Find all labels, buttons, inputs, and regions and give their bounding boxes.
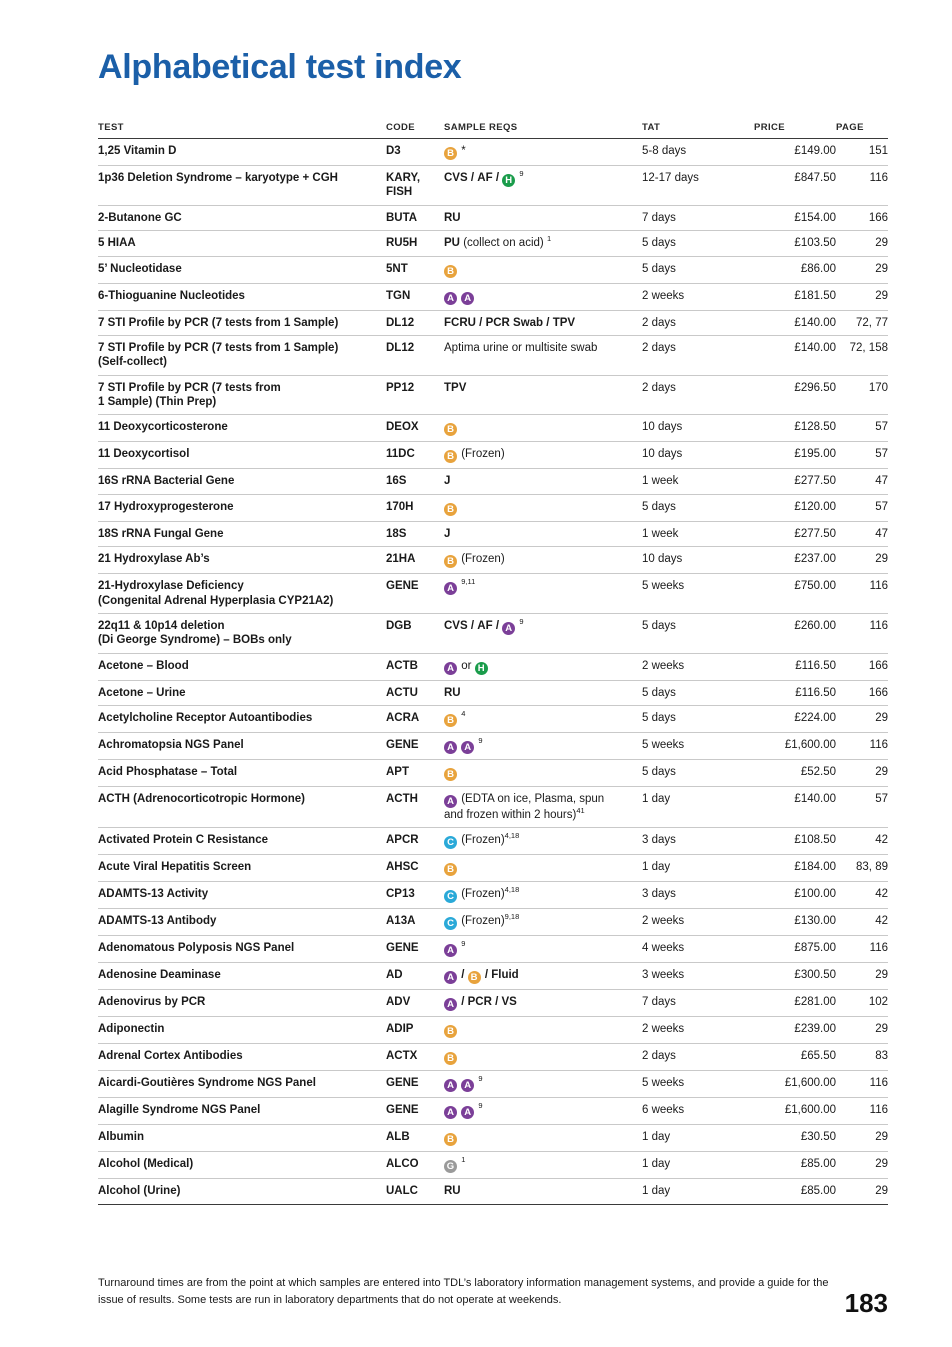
- column-header-sample-reqs: SAMPLE REQS: [444, 122, 642, 139]
- cell-test-code: ALCO: [386, 1152, 444, 1179]
- cell-sample-requirements: CVS / AF / A $^9$: [444, 613, 642, 653]
- cell-sample-requirements: A A $^9$: [444, 1098, 642, 1125]
- table-row: [98, 1071, 888, 1098]
- cell-page-reference: 72, 77: [836, 310, 888, 335]
- cell-test-name: Alcohol (Urine): [98, 1179, 386, 1204]
- cell-turnaround-time: 2 weeks: [642, 1017, 754, 1044]
- cell-test-code: GENE: [386, 936, 444, 963]
- table-row: [98, 231, 888, 256]
- table-row: [98, 1017, 888, 1044]
- footnote: Turnaround times are from the point at which samples are entered into TDL’s laboratory information management systems, and provide a guide for the issue of results. Some tests are run in laboratory departments that do not operate at weekends.: [98, 1277, 829, 1306]
- cell-sample-requirements: A or H: [444, 653, 642, 680]
- column-header-tat: TAT: [642, 122, 754, 139]
- table-row: [98, 1125, 888, 1152]
- table-row: [98, 1098, 888, 1125]
- cell-price: £260.00: [754, 613, 836, 653]
- cell-price: £281.00: [754, 990, 836, 1017]
- table-row: [98, 547, 888, 574]
- table-row: [98, 990, 888, 1017]
- cell-turnaround-time: 2 days: [642, 310, 754, 335]
- cell-test-code: APCR: [386, 828, 444, 855]
- cell-sample-requirements: B: [444, 760, 642, 787]
- cell-test-code: ALB: [386, 1125, 444, 1152]
- cell-page-reference: 57: [836, 442, 888, 469]
- cell-test-name: 18S rRNA Fungal Gene: [98, 521, 386, 546]
- cell-turnaround-time: 1 day: [642, 787, 754, 828]
- cell-sample-requirements: RU: [444, 205, 642, 230]
- cell-test-code: APT: [386, 760, 444, 787]
- cell-page-reference: 42: [836, 882, 888, 909]
- table-row: [98, 1044, 888, 1071]
- cell-sample-requirements: CVS / AF / H $^9$: [444, 166, 642, 206]
- cell-price: £184.00: [754, 855, 836, 882]
- cell-turnaround-time: 10 days: [642, 415, 754, 442]
- table-body: [98, 139, 888, 1205]
- cell-sample-requirements: B *: [444, 139, 642, 166]
- cell-test-code: DGB: [386, 613, 444, 653]
- cell-page-reference: 29: [836, 706, 888, 733]
- table-row: [98, 574, 888, 614]
- cell-turnaround-time: 10 days: [642, 547, 754, 574]
- cell-test-code: ACTX: [386, 1044, 444, 1071]
- alphabetical-test-index-table: [98, 122, 888, 1205]
- cell-turnaround-time: 2 days: [642, 335, 754, 375]
- cell-price: £277.50: [754, 469, 836, 494]
- cell-test-code: D3: [386, 139, 444, 166]
- cell-page-reference: 29: [836, 256, 888, 283]
- cell-price: £116.50: [754, 653, 836, 680]
- cell-test-code: GENE: [386, 574, 444, 614]
- table-row: [98, 787, 888, 828]
- table-row: [98, 415, 888, 442]
- cell-page-reference: 42: [836, 909, 888, 936]
- cell-price: £85.00: [754, 1152, 836, 1179]
- table-row: [98, 882, 888, 909]
- cell-test-code: DL12: [386, 335, 444, 375]
- cell-price: £65.50: [754, 1044, 836, 1071]
- cell-page-reference: 170: [836, 375, 888, 415]
- table-row: [98, 310, 888, 335]
- cell-turnaround-time: 3 days: [642, 882, 754, 909]
- cell-sample-requirements: B $^4$: [444, 706, 642, 733]
- cell-test-name: Alcohol (Medical): [98, 1152, 386, 1179]
- cell-test-name: Acetylcholine Receptor Autoantibodies: [98, 706, 386, 733]
- cell-test-name: Adenosine Deaminase: [98, 963, 386, 990]
- cell-test-code: ADIP: [386, 1017, 444, 1044]
- cell-test-name: 2-Butanone GC: [98, 205, 386, 230]
- cell-sample-requirements: J: [444, 469, 642, 494]
- cell-page-reference: 166: [836, 653, 888, 680]
- table-row: [98, 936, 888, 963]
- cell-turnaround-time: 5 days: [642, 613, 754, 653]
- cell-turnaround-time: 5 weeks: [642, 733, 754, 760]
- cell-turnaround-time: 5-8 days: [642, 139, 754, 166]
- cell-turnaround-time: 5 weeks: [642, 1071, 754, 1098]
- cell-sample-requirements: C (Frozen)$^{9,18}$: [444, 909, 642, 936]
- cell-page-reference: 151: [836, 139, 888, 166]
- cell-test-code: TGN: [386, 283, 444, 310]
- cell-page-reference: 57: [836, 415, 888, 442]
- cell-test-name: Acute Viral Hepatitis Screen: [98, 855, 386, 882]
- cell-turnaround-time: 5 days: [642, 760, 754, 787]
- cell-turnaround-time: 5 weeks: [642, 574, 754, 614]
- cell-sample-requirements: A (EDTA on ice, Plasma, spun and frozen within 2 hours)$^{41}$: [444, 787, 642, 828]
- cell-sample-requirements: B (Frozen): [444, 442, 642, 469]
- cell-turnaround-time: 7 days: [642, 990, 754, 1017]
- cell-test-name: ADAMTS-13 Activity: [98, 882, 386, 909]
- cell-turnaround-time: 6 weeks: [642, 1098, 754, 1125]
- cell-test-code: RU5H: [386, 231, 444, 256]
- cell-test-name: Achromatopsia NGS Panel: [98, 733, 386, 760]
- page-title: Alphabetical test index: [98, 48, 462, 86]
- cell-test-code: A13A: [386, 909, 444, 936]
- cell-test-code: 170H: [386, 494, 444, 521]
- cell-test-name: Aicardi-Goutières Syndrome NGS Panel: [98, 1071, 386, 1098]
- cell-sample-requirements: Aptima urine or multisite swab: [444, 335, 642, 375]
- cell-turnaround-time: 5 days: [642, 680, 754, 705]
- cell-sample-requirements: A A: [444, 283, 642, 310]
- table-row: [98, 469, 888, 494]
- cell-turnaround-time: 4 weeks: [642, 936, 754, 963]
- cell-sample-requirements: FCRU / PCR Swab / TPV: [444, 310, 642, 335]
- cell-test-name: Adiponectin: [98, 1017, 386, 1044]
- cell-sample-requirements: B (Frozen): [444, 547, 642, 574]
- cell-price: £103.50: [754, 231, 836, 256]
- cell-test-name: Acetone – Urine: [98, 680, 386, 705]
- cell-sample-requirements: B: [444, 1125, 642, 1152]
- cell-sample-requirements: C (Frozen)$^{4,18}$: [444, 882, 642, 909]
- cell-test-code: ADV: [386, 990, 444, 1017]
- cell-page-reference: 29: [836, 1179, 888, 1204]
- cell-turnaround-time: 2 weeks: [642, 283, 754, 310]
- table-row: [98, 521, 888, 546]
- cell-price: £1,600.00: [754, 733, 836, 760]
- cell-price: £116.50: [754, 680, 836, 705]
- cell-test-name: 5’ Nucleotidase: [98, 256, 386, 283]
- cell-page-reference: 57: [836, 787, 888, 828]
- cell-test-name: 22q11 & 10p14 deletion (Di George Syndrome) – BOBs only: [98, 613, 386, 653]
- cell-test-name: Acetone – Blood: [98, 653, 386, 680]
- cell-sample-requirements: B: [444, 256, 642, 283]
- cell-test-code: DL12: [386, 310, 444, 335]
- page-number: 183: [844, 1288, 888, 1318]
- cell-turnaround-time: 1 day: [642, 855, 754, 882]
- cell-test-code: ACTB: [386, 653, 444, 680]
- cell-test-name: 7 STI Profile by PCR (7 tests from 1 Sample) (Thin Prep): [98, 375, 386, 415]
- cell-sample-requirements: A A $^9$: [444, 733, 642, 760]
- cell-price: £847.50: [754, 166, 836, 206]
- cell-price: £149.00: [754, 139, 836, 166]
- cell-page-reference: 116: [836, 1071, 888, 1098]
- cell-test-code: DEOX: [386, 415, 444, 442]
- cell-page-reference: 29: [836, 283, 888, 310]
- cell-sample-requirements: B: [444, 1044, 642, 1071]
- cell-sample-requirements: B: [444, 415, 642, 442]
- table-row: [98, 166, 888, 206]
- cell-turnaround-time: 7 days: [642, 205, 754, 230]
- cell-test-name: Albumin: [98, 1125, 386, 1152]
- cell-turnaround-time: 2 days: [642, 375, 754, 415]
- table-row: [98, 494, 888, 521]
- cell-turnaround-time: 3 weeks: [642, 963, 754, 990]
- cell-sample-requirements: A / PCR / VS: [444, 990, 642, 1017]
- cell-sample-requirements: G $^1$: [444, 1152, 642, 1179]
- table-row: [98, 283, 888, 310]
- cell-page-reference: 166: [836, 205, 888, 230]
- cell-turnaround-time: 1 day: [642, 1152, 754, 1179]
- table-row: [98, 205, 888, 230]
- cell-test-name: Adenomatous Polyposis NGS Panel: [98, 936, 386, 963]
- cell-test-code: GENE: [386, 733, 444, 760]
- cell-test-code: GENE: [386, 1098, 444, 1125]
- cell-test-code: 11DC: [386, 442, 444, 469]
- cell-price: £300.50: [754, 963, 836, 990]
- cell-page-reference: 116: [836, 574, 888, 614]
- column-header-price: PRICE: [754, 122, 836, 139]
- cell-price: £1,600.00: [754, 1098, 836, 1125]
- cell-price: £154.00: [754, 205, 836, 230]
- cell-sample-requirements: A A $^9$: [444, 1071, 642, 1098]
- cell-turnaround-time: 2 days: [642, 1044, 754, 1071]
- cell-price: £181.50: [754, 283, 836, 310]
- cell-test-code: CP13: [386, 882, 444, 909]
- cell-test-code: BUTA: [386, 205, 444, 230]
- cell-turnaround-time: 2 weeks: [642, 909, 754, 936]
- cell-test-code: ACTH: [386, 787, 444, 828]
- cell-price: £85.00: [754, 1179, 836, 1204]
- table-header-row: [98, 122, 888, 139]
- cell-test-code: 21HA: [386, 547, 444, 574]
- cell-page-reference: 116: [836, 613, 888, 653]
- cell-test-code: KARY, FISH: [386, 166, 444, 206]
- cell-test-name: 16S rRNA Bacterial Gene: [98, 469, 386, 494]
- cell-price: £140.00: [754, 335, 836, 375]
- cell-page-reference: 29: [836, 1152, 888, 1179]
- cell-sample-requirements: TPV: [444, 375, 642, 415]
- table-header: [98, 122, 888, 139]
- cell-price: £239.00: [754, 1017, 836, 1044]
- cell-test-name: Adrenal Cortex Antibodies: [98, 1044, 386, 1071]
- cell-test-name: 21 Hydroxylase Ab’s: [98, 547, 386, 574]
- cell-page-reference: 57: [836, 494, 888, 521]
- table-row: [98, 256, 888, 283]
- cell-price: £108.50: [754, 828, 836, 855]
- cell-price: £1,600.00: [754, 1071, 836, 1098]
- cell-price: £277.50: [754, 521, 836, 546]
- cell-sample-requirements: RU: [444, 680, 642, 705]
- column-header-page: PAGE: [836, 122, 888, 139]
- cell-test-name: 7 STI Profile by PCR (7 tests from 1 Sample): [98, 310, 386, 335]
- cell-price: £224.00: [754, 706, 836, 733]
- cell-turnaround-time: 5 days: [642, 706, 754, 733]
- cell-sample-requirements: B: [444, 494, 642, 521]
- cell-test-name: 11 Deoxycorticosterone: [98, 415, 386, 442]
- table-row: [98, 680, 888, 705]
- cell-turnaround-time: 1 day: [642, 1125, 754, 1152]
- cell-turnaround-time: 5 days: [642, 231, 754, 256]
- cell-page-reference: 29: [836, 963, 888, 990]
- cell-page-reference: 83, 89: [836, 855, 888, 882]
- cell-price: £140.00: [754, 310, 836, 335]
- cell-price: £52.50: [754, 760, 836, 787]
- cell-price: £296.50: [754, 375, 836, 415]
- cell-price: £30.50: [754, 1125, 836, 1152]
- cell-test-code: AD: [386, 963, 444, 990]
- cell-page-reference: 29: [836, 1125, 888, 1152]
- cell-test-name: Acid Phosphatase – Total: [98, 760, 386, 787]
- table-row: [98, 1152, 888, 1179]
- cell-test-code: ACRA: [386, 706, 444, 733]
- cell-turnaround-time: 1 day: [642, 1179, 754, 1204]
- table-row: [98, 828, 888, 855]
- cell-test-name: Activated Protein C Resistance: [98, 828, 386, 855]
- cell-page-reference: 29: [836, 760, 888, 787]
- cell-price: £750.00: [754, 574, 836, 614]
- cell-page-reference: 47: [836, 469, 888, 494]
- cell-turnaround-time: 10 days: [642, 442, 754, 469]
- cell-price: £100.00: [754, 882, 836, 909]
- cell-price: £128.50: [754, 415, 836, 442]
- cell-price: £140.00: [754, 787, 836, 828]
- cell-test-name: 1,25 Vitamin D: [98, 139, 386, 166]
- cell-page-reference: 116: [836, 936, 888, 963]
- cell-page-reference: 29: [836, 231, 888, 256]
- table-row: [98, 653, 888, 680]
- cell-turnaround-time: 3 days: [642, 828, 754, 855]
- cell-page-reference: 116: [836, 733, 888, 760]
- cell-page-reference: 42: [836, 828, 888, 855]
- table-row: [98, 760, 888, 787]
- cell-price: £120.00: [754, 494, 836, 521]
- cell-page-reference: 29: [836, 547, 888, 574]
- cell-price: £86.00: [754, 256, 836, 283]
- table-row: [98, 909, 888, 936]
- cell-test-code: UALC: [386, 1179, 444, 1204]
- column-header-test: TEST: [98, 122, 386, 139]
- cell-test-code: 5NT: [386, 256, 444, 283]
- cell-price: £237.00: [754, 547, 836, 574]
- cell-turnaround-time: 5 days: [642, 494, 754, 521]
- table-row: [98, 1179, 888, 1204]
- table-row: [98, 963, 888, 990]
- cell-sample-requirements: A / B / Fluid: [444, 963, 642, 990]
- table-row: [98, 139, 888, 166]
- cell-sample-requirements: RU: [444, 1179, 642, 1204]
- cell-turnaround-time: 2 weeks: [642, 653, 754, 680]
- column-header-code: CODE: [386, 122, 444, 139]
- cell-test-name: ACTH (Adrenocorticotropic Hormone): [98, 787, 386, 828]
- cell-sample-requirements: A $^{9,11}$: [444, 574, 642, 614]
- table-row: [98, 613, 888, 653]
- cell-test-name: 17 Hydroxyprogesterone: [98, 494, 386, 521]
- table-row: [98, 733, 888, 760]
- cell-turnaround-time: 5 days: [642, 256, 754, 283]
- cell-page-reference: 116: [836, 1098, 888, 1125]
- cell-test-name: Adenovirus by PCR: [98, 990, 386, 1017]
- cell-sample-requirements: B: [444, 855, 642, 882]
- cell-test-code: PP12: [386, 375, 444, 415]
- cell-price: £875.00: [754, 936, 836, 963]
- cell-test-name: ADAMTS-13 Antibody: [98, 909, 386, 936]
- cell-turnaround-time: 1 week: [642, 521, 754, 546]
- cell-test-code: 18S: [386, 521, 444, 546]
- table-row: [98, 442, 888, 469]
- cell-turnaround-time: 12-17 days: [642, 166, 754, 206]
- cell-test-name: 5 HIAA: [98, 231, 386, 256]
- cell-test-name: 1p36 Deletion Syndrome – karyotype + CGH: [98, 166, 386, 206]
- cell-test-name: 11 Deoxycortisol: [98, 442, 386, 469]
- cell-page-reference: 166: [836, 680, 888, 705]
- table-row: [98, 335, 888, 375]
- cell-price: £130.00: [754, 909, 836, 936]
- cell-sample-requirements: J: [444, 521, 642, 546]
- cell-sample-requirements: A $^9$: [444, 936, 642, 963]
- cell-test-name: 21-Hydroxylase Deficiency (Congenital Adrenal Hyperplasia CYP21A2): [98, 574, 386, 614]
- cell-test-code: GENE: [386, 1071, 444, 1098]
- cell-test-name: 7 STI Profile by PCR (7 tests from 1 Sample) (Self-collect): [98, 335, 386, 375]
- table-row: [98, 706, 888, 733]
- cell-test-name: 6-Thioguanine Nucleotides: [98, 283, 386, 310]
- cell-price: £195.00: [754, 442, 836, 469]
- cell-test-name: Alagille Syndrome NGS Panel: [98, 1098, 386, 1125]
- table-row: [98, 855, 888, 882]
- cell-sample-requirements: B: [444, 1017, 642, 1044]
- cell-test-code: AHSC: [386, 855, 444, 882]
- cell-sample-requirements: C (Frozen)$^{4,18}$: [444, 828, 642, 855]
- cell-page-reference: 102: [836, 990, 888, 1017]
- cell-page-reference: 47: [836, 521, 888, 546]
- cell-page-reference: 83: [836, 1044, 888, 1071]
- cell-page-reference: 29: [836, 1017, 888, 1044]
- cell-sample-requirements: PU (collect on acid) $^1$: [444, 231, 642, 256]
- cell-page-reference: 72, 158: [836, 335, 888, 375]
- cell-page-reference: 116: [836, 166, 888, 206]
- cell-test-code: 16S: [386, 469, 444, 494]
- cell-test-code: ACTU: [386, 680, 444, 705]
- cell-turnaround-time: 1 week: [642, 469, 754, 494]
- table-row: [98, 375, 888, 415]
